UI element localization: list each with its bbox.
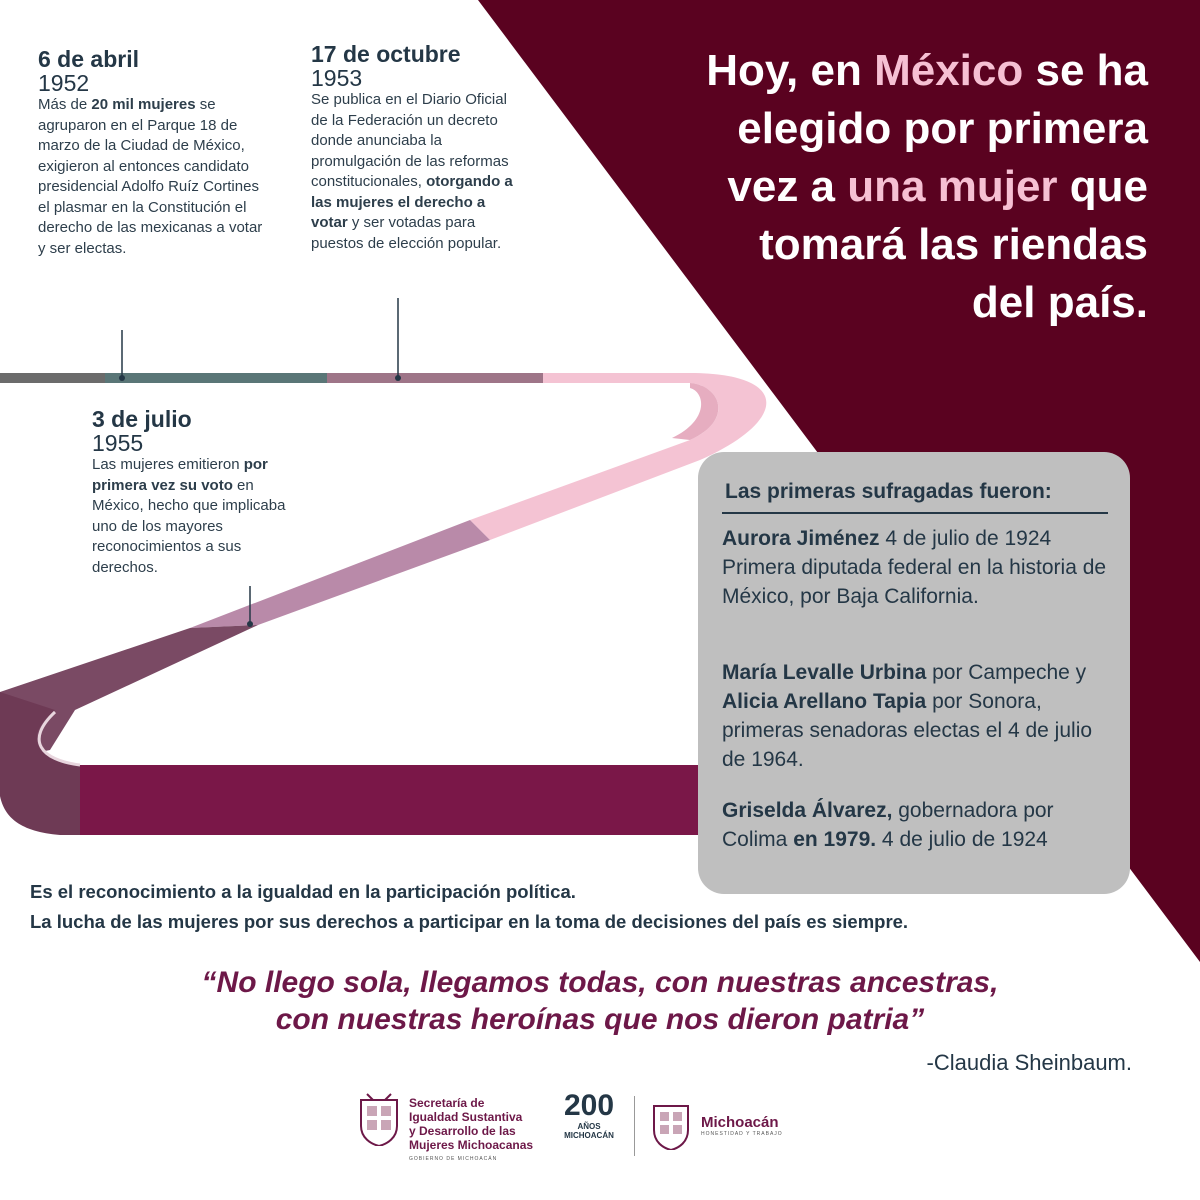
box-divider (722, 512, 1108, 514)
road-segment-pink-top (543, 373, 693, 383)
michoacan-name: Michoacán (701, 1114, 779, 1131)
event-text: Las mujeres emitieron (92, 456, 244, 473)
entry-text: 4 de julio de 1924 Primera diputada federal en la historia de México, por Baja California. (722, 527, 1107, 608)
road-segment-gray (0, 373, 105, 383)
event-text-bold: 20 mil mujeres (91, 96, 196, 113)
quote-line-1: “No llego sola, llegamos todas, con nuestras ancestras, (201, 966, 999, 999)
timeline-event-1953 (311, 42, 523, 254)
quote-author: -Claudia Sheinbaum. (926, 1050, 1132, 1075)
entry-text: 4 de julio de 1924 (876, 828, 1048, 851)
anniv-number: 200 (563, 1089, 615, 1122)
event-text: en México, hecho que implicaba uno de los mayores reconocimientos a sus derechos. (92, 476, 286, 576)
coat-of-arms-icon (651, 1100, 691, 1150)
quote (0, 964, 1200, 1038)
coat-of-arms-icon (357, 1092, 401, 1146)
logo-text: y Desarrollo de las (409, 1124, 516, 1138)
headline-line-4: tomará las riendas (759, 220, 1148, 269)
entry-text: por Sonora, primeras senadoras electas el 4 de julio de 1964. (722, 690, 1093, 771)
event-text: Más de (38, 96, 92, 113)
event-text: Se publica en el Diario Oficial de la Federación un decreto donde anunciaba la promulgación de las reformas constitucionales, (311, 91, 509, 190)
entry-name: Griselda Álvarez, (722, 799, 893, 822)
road-segment-wine-bottom (80, 765, 700, 835)
entry-text: gobernadora por Colima (722, 799, 1054, 851)
pointer-dot-1955 (247, 621, 253, 627)
headline-line-1 (588, 42, 1148, 100)
event-date: 17 de octubre (311, 41, 461, 67)
entry-name: Alicia Arellano Tapia (722, 690, 927, 713)
event-year: 1952 (38, 70, 90, 96)
headline-line-5: del país. (971, 278, 1148, 327)
headline-line-2: elegido por primera (737, 104, 1148, 153)
headline-accent-una-mujer: una mujer (847, 162, 1058, 211)
headline-text: que (1057, 162, 1148, 211)
entry-text-bold: en 1979. (793, 828, 877, 851)
headline-text: vez a (727, 162, 848, 211)
event-date: 3 de julio (92, 406, 192, 432)
entry-name: María Levalle Urbina (722, 661, 927, 684)
headline-line-3 (588, 158, 1148, 216)
event-text: se agruparon en el Parque 18 de marzo de la Ciudad de México, exigieron al entonces candidato presidencial Adolfo Ruíz Cortines el plasmar en la Constitución el derecho de las mexicanas a votar y ser electas. (38, 96, 263, 257)
box-entry-aurora-jimenez (722, 524, 1117, 611)
pointer-dot-1953 (395, 375, 401, 381)
event-date: 6 de abril (38, 46, 139, 72)
road-segment-mauve-top (327, 373, 543, 383)
logo-text: Secretaría de (409, 1096, 485, 1110)
headline (588, 42, 1148, 332)
entry-name: Aurora Jiménez (722, 527, 880, 550)
statement-line-1: Es el reconocimiento a la igualdad en la participación política. (30, 881, 576, 902)
headline-text: se ha (1023, 46, 1148, 95)
event-text-bold: otorgando a las mujeres el derecho a votar (311, 173, 513, 231)
box-entry-griselda-alvarez (722, 796, 1117, 854)
logo-subtext: GOBIERNO DE MICHOACÁN (409, 1156, 498, 1162)
headline-accent-mexico: México (874, 46, 1024, 95)
statement-line-2: La lucha de las mujeres por sus derechos a participar en la toma de decisiones del país es siempre. (30, 911, 909, 932)
headline-text: Hoy, en (706, 46, 875, 95)
quote-line-2: con nuestras heroínas que nos dieron patria” (275, 1003, 925, 1036)
logo-text: Mujeres Michoacanas (409, 1138, 534, 1152)
event-description (92, 455, 302, 578)
logo-michoacan (701, 1114, 783, 1137)
event-description (311, 90, 523, 254)
anniv-place: MICHOACÁN (564, 1131, 614, 1140)
michoacan-tagline: HONESTIDAD Y TRABAJO (701, 1131, 783, 1137)
road-segment-teal (105, 373, 327, 383)
entry-text: por Campeche y (926, 661, 1087, 684)
box-entry-senadoras (722, 658, 1117, 774)
logo-200-anos (554, 1090, 624, 1140)
event-text: y ser votadas para puestos de elección popular. (311, 214, 502, 252)
anniv-years: AÑOS (577, 1122, 601, 1131)
timeline-event-1952 (38, 47, 263, 259)
event-year: 1955 (92, 430, 144, 456)
event-description (38, 95, 263, 259)
event-text-bold: por primera vez su voto (92, 456, 268, 494)
logo-secretaria (409, 1096, 533, 1162)
box-title: Las primeras sufragadas fueron: (725, 480, 1052, 503)
footer-divider (634, 1096, 635, 1156)
logo-text: Igualdad Sustantiva (409, 1110, 523, 1124)
pointer-dot-1952 (119, 375, 125, 381)
event-year: 1953 (311, 65, 363, 91)
timeline-event-1955 (92, 407, 302, 578)
